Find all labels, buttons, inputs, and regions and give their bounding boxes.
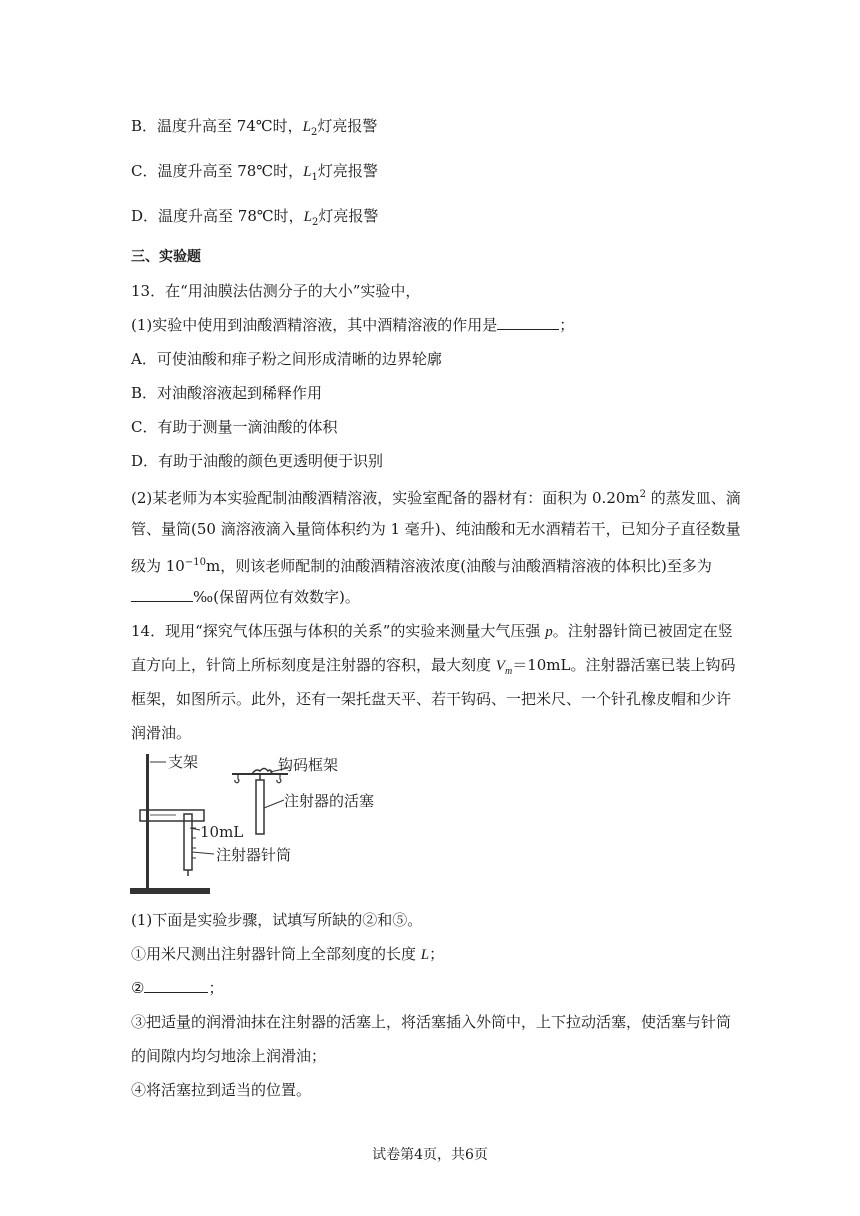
answer-blank	[131, 587, 193, 602]
q14-line4: 润滑油。	[131, 724, 192, 742]
answer-blank	[497, 315, 559, 330]
q13-part2-line3: 级为 $10^{-10}m$，则该老师配制的油酸酒精溶液浓度(油酸与油酸酒精溶液的体积比)至多为	[131, 557, 712, 575]
step-3-line2: 的间隙内均匀地涂上润滑油；	[131, 1047, 327, 1065]
q13-option-b: B．对油酸溶液起到稀释作用	[131, 384, 323, 402]
q14-line3: 框架，如图所示。此外，还有一架托盘天平、若干钩码、一把米尺、一个针孔橡皮帽和少许	[131, 690, 732, 708]
q13-option-a: A．可使油酸和痱子粉之间形成清晰的边界轮廓	[131, 350, 442, 368]
label-10ml: 10mL	[200, 823, 244, 841]
apparatus-figure	[128, 748, 378, 900]
q13-part2-line1: (2)某老师为本实验配制油酸酒精溶液，实验室配备的器材有：面积为 $0.20m^2$ 的蒸发皿、滴	[131, 489, 741, 507]
option-d: D．温度升高至 78℃时，$L_2$灯亮报警	[131, 207, 379, 228]
option-b: B．温度升高至 74℃时，$L_2$灯亮报警	[131, 117, 378, 138]
q14-line1: 14．现用“探究气体压强与体积的关系”的实验来测量大气压强 p。注射器针筒已被固定在竖	[131, 622, 733, 640]
stand-rod	[146, 754, 149, 890]
q13-option-c: C．有助于测量一滴油酸的体积	[131, 418, 338, 436]
section-title: 三、实验题	[131, 249, 201, 265]
q13-option-d: D．有助于油酸的颜色更透明便于识别	[131, 452, 384, 470]
q13-part2-line2: 管、量筒(50 滴溶液滴入量筒体积约为 1 毫升)、纯油酸和无水酒精若干，已知分子直径数量	[131, 520, 741, 538]
step-2: ② ；	[131, 979, 224, 997]
q13-stem: 13．在“用油膜法估测分子的大小”实验中，	[131, 282, 421, 300]
stand-base	[130, 888, 210, 894]
q13-part2-line4: ‰(保留两位有效数字)。	[131, 587, 360, 607]
label-frame: 钩码框架	[278, 756, 339, 774]
syringe-barrel	[184, 814, 192, 870]
option-c: C．温度升高至 78℃时，$L_1$灯亮报警	[131, 162, 378, 183]
label-barrel: 注射器针筒	[216, 846, 292, 864]
q13-part1: (1)实验中使用到油酸酒精溶液，其中酒精溶液的作用是 ；	[131, 316, 575, 334]
step-3-line1: ③把适量的润滑油抹在注射器的活塞上，将活塞插入外筒中，上下拉动活塞，使活塞与针筒	[131, 1013, 732, 1031]
piston	[256, 780, 264, 834]
step-4: ④将活塞拉到适当的位置。	[131, 1081, 312, 1099]
page-footer: 试卷第4页，共6页	[372, 1147, 488, 1163]
label-stand: 支架	[168, 753, 199, 771]
answer-blank	[144, 978, 208, 993]
q14-steps-intro: (1)下面是实验步骤，试填写所缺的②和⑤。	[131, 911, 423, 929]
label-piston: 注射器的活塞	[284, 792, 375, 810]
step-1: ①用米尺测出注射器针筒上全部刻度的长度 L；	[131, 945, 445, 963]
q14-line2: 直方向上，针筒上所标刻度是注射器的容积，最大刻度 $V_m=10mL$。注射器活塞已装上钩码	[131, 656, 736, 677]
